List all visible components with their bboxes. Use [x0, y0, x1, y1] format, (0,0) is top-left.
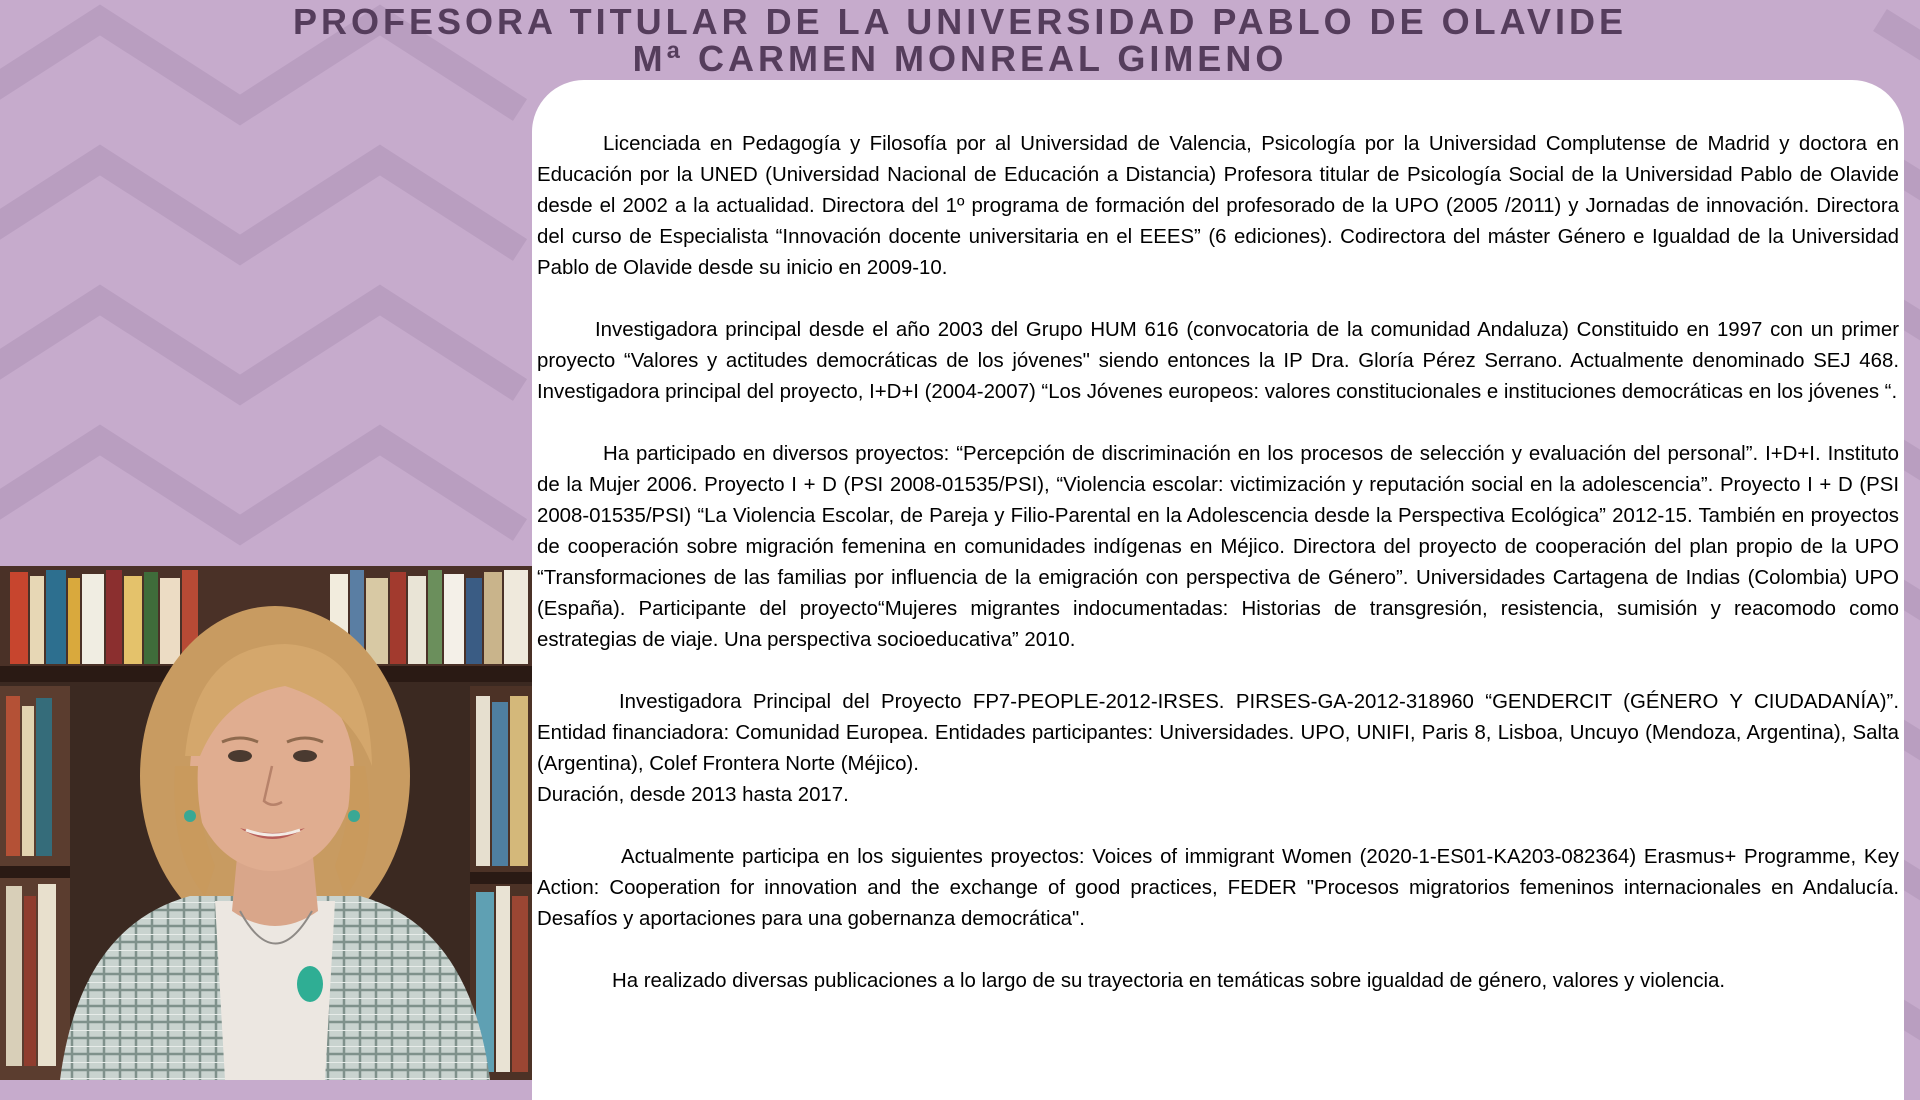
bio-paragraph-6: [537, 966, 1899, 997]
bio-paragraph-3-text: Ha participado en diversos proyectos: “Percepción de discriminación en los procesos de selección y evaluación del personal”. I+D+I. Instituto de la Mujer 2006. Proyecto I + D (PSI 2008-01535/PSI), “Violencia escolar: victimización y reputación social en la adolescencia”. Proyecto I + D (PSI 2008-01535/PSI) “La Violencia Escolar, de Pareja y Filio-Parental en la Adolescencia desde la Perspectiva Ecológica” 2012-15. También en proyectos de cooperación sobre migración femenina en comunidades indígenas en Méjico. Directora del proyecto de cooperación del plan propio de la UPO “Transformaciones de las familias por influencia de la emigración con perspectiva de Género”. Universidades Cartagena de Indias (Colombia) UPO (España). Participante del proyecto“Mujeres migrantes indocumentadas: Historias de transgresión, resistencia, sumisión y reacomodo como estrategias de viaje. Una perspectiva socioeducativa” 2010.: [537, 443, 1899, 651]
bio-paragraph-4: [537, 687, 1899, 780]
portrait-photo: [0, 566, 533, 1080]
bio-paragraph-2: [537, 315, 1899, 408]
bio-paragraph-2-text: Investigadora principal desde el año 2003 del Grupo HUM 616 (convocatoria de la comunidad Andaluza) Constituido en 1997 con un primer proyecto “Valores y actitudes democráticas de los jóvenes" siendo entonces la IP Dra. Gloría Pérez Serrano. Actualmente denominado SEJ 468. Investigadora principal del proyecto, I+D+I (2004-2007) “Los Jóvenes europeos: valores constitucionales e instituciones democráticas en los jóvenes “.: [537, 319, 1899, 403]
title-line-1: PROFESORA TITULAR DE LA UNIVERSIDAD PABLO DE OLAVIDE: [292, 1, 1628, 42]
bio-text: [537, 129, 1899, 1028]
bio-paragraph-4-text: Investigadora Principal del Proyecto FP7-PEOPLE-2012-IRSES. PIRSES-GA-2012-318960 “GENDERCIT (GÉNERO Y CIUDADANÍA)”. Entidad financiadora: Comunidad Europea. Entidades participantes: Universidades. UPO, UNIFI, Paris 8, Lisboa, Uncuyo (Mendoza, Argentina), Salta (Argentina), Colef Frontera Norte (Méjico).: [537, 691, 1899, 775]
bio-paragraph-3: [537, 439, 1899, 656]
bio-paragraph-1-text: Licenciada en Pedagogía y Filosofía por al Universidad de Valencia, Psicología por la Universidad Complutense de Madrid y doctora en Educación por la UNED (Universidad Nacional de Educación a Distancia) Profesora titular de Psicología Social de la Universidad Pablo de Olavide desde el 2002 a la actualidad. Directora del 1º programa de formación del profesorado de la UPO (2005 /2011) y Jornadas de innovación. Directora del curso de Especialista “Innovación docente universitaria en el EEES” (6 ediciones). Codirectora del máster Género e Igualdad de la Universidad Pablo de Olavide desde su inicio en 2009-10.: [537, 133, 1899, 279]
page-title: [0, 0, 1920, 77]
bio-paragraph-5-text: Actualmente participa en los siguientes proyectos: Voices of immigrant Women (2020-1-ES01-KA203-082364) Erasmus+ Programme, Key Action: Cooperation for innovation and the exchange of good practices, FEDER "Procesos migratorios femeninos internacionales en Andalucía. Desafíos y aportaciones para una gobernanza democrática".: [537, 846, 1899, 930]
portrait-illustration: [0, 566, 533, 1080]
bio-paragraph-4b: [537, 780, 1899, 811]
bio-paragraph-1: [537, 129, 1899, 284]
title-line-2: Mª CARMEN MONREAL GIMENO: [632, 38, 1288, 79]
bio-paragraph-5: [537, 842, 1899, 935]
bio-paragraph-6-text: Ha realizado diversas publicaciones a lo largo de su trayectoria en temáticas sobre igualdad de género, valores y violencia.: [612, 970, 1726, 992]
bio-duration-text: Duración, desde 2013 hasta 2017.: [537, 784, 849, 806]
